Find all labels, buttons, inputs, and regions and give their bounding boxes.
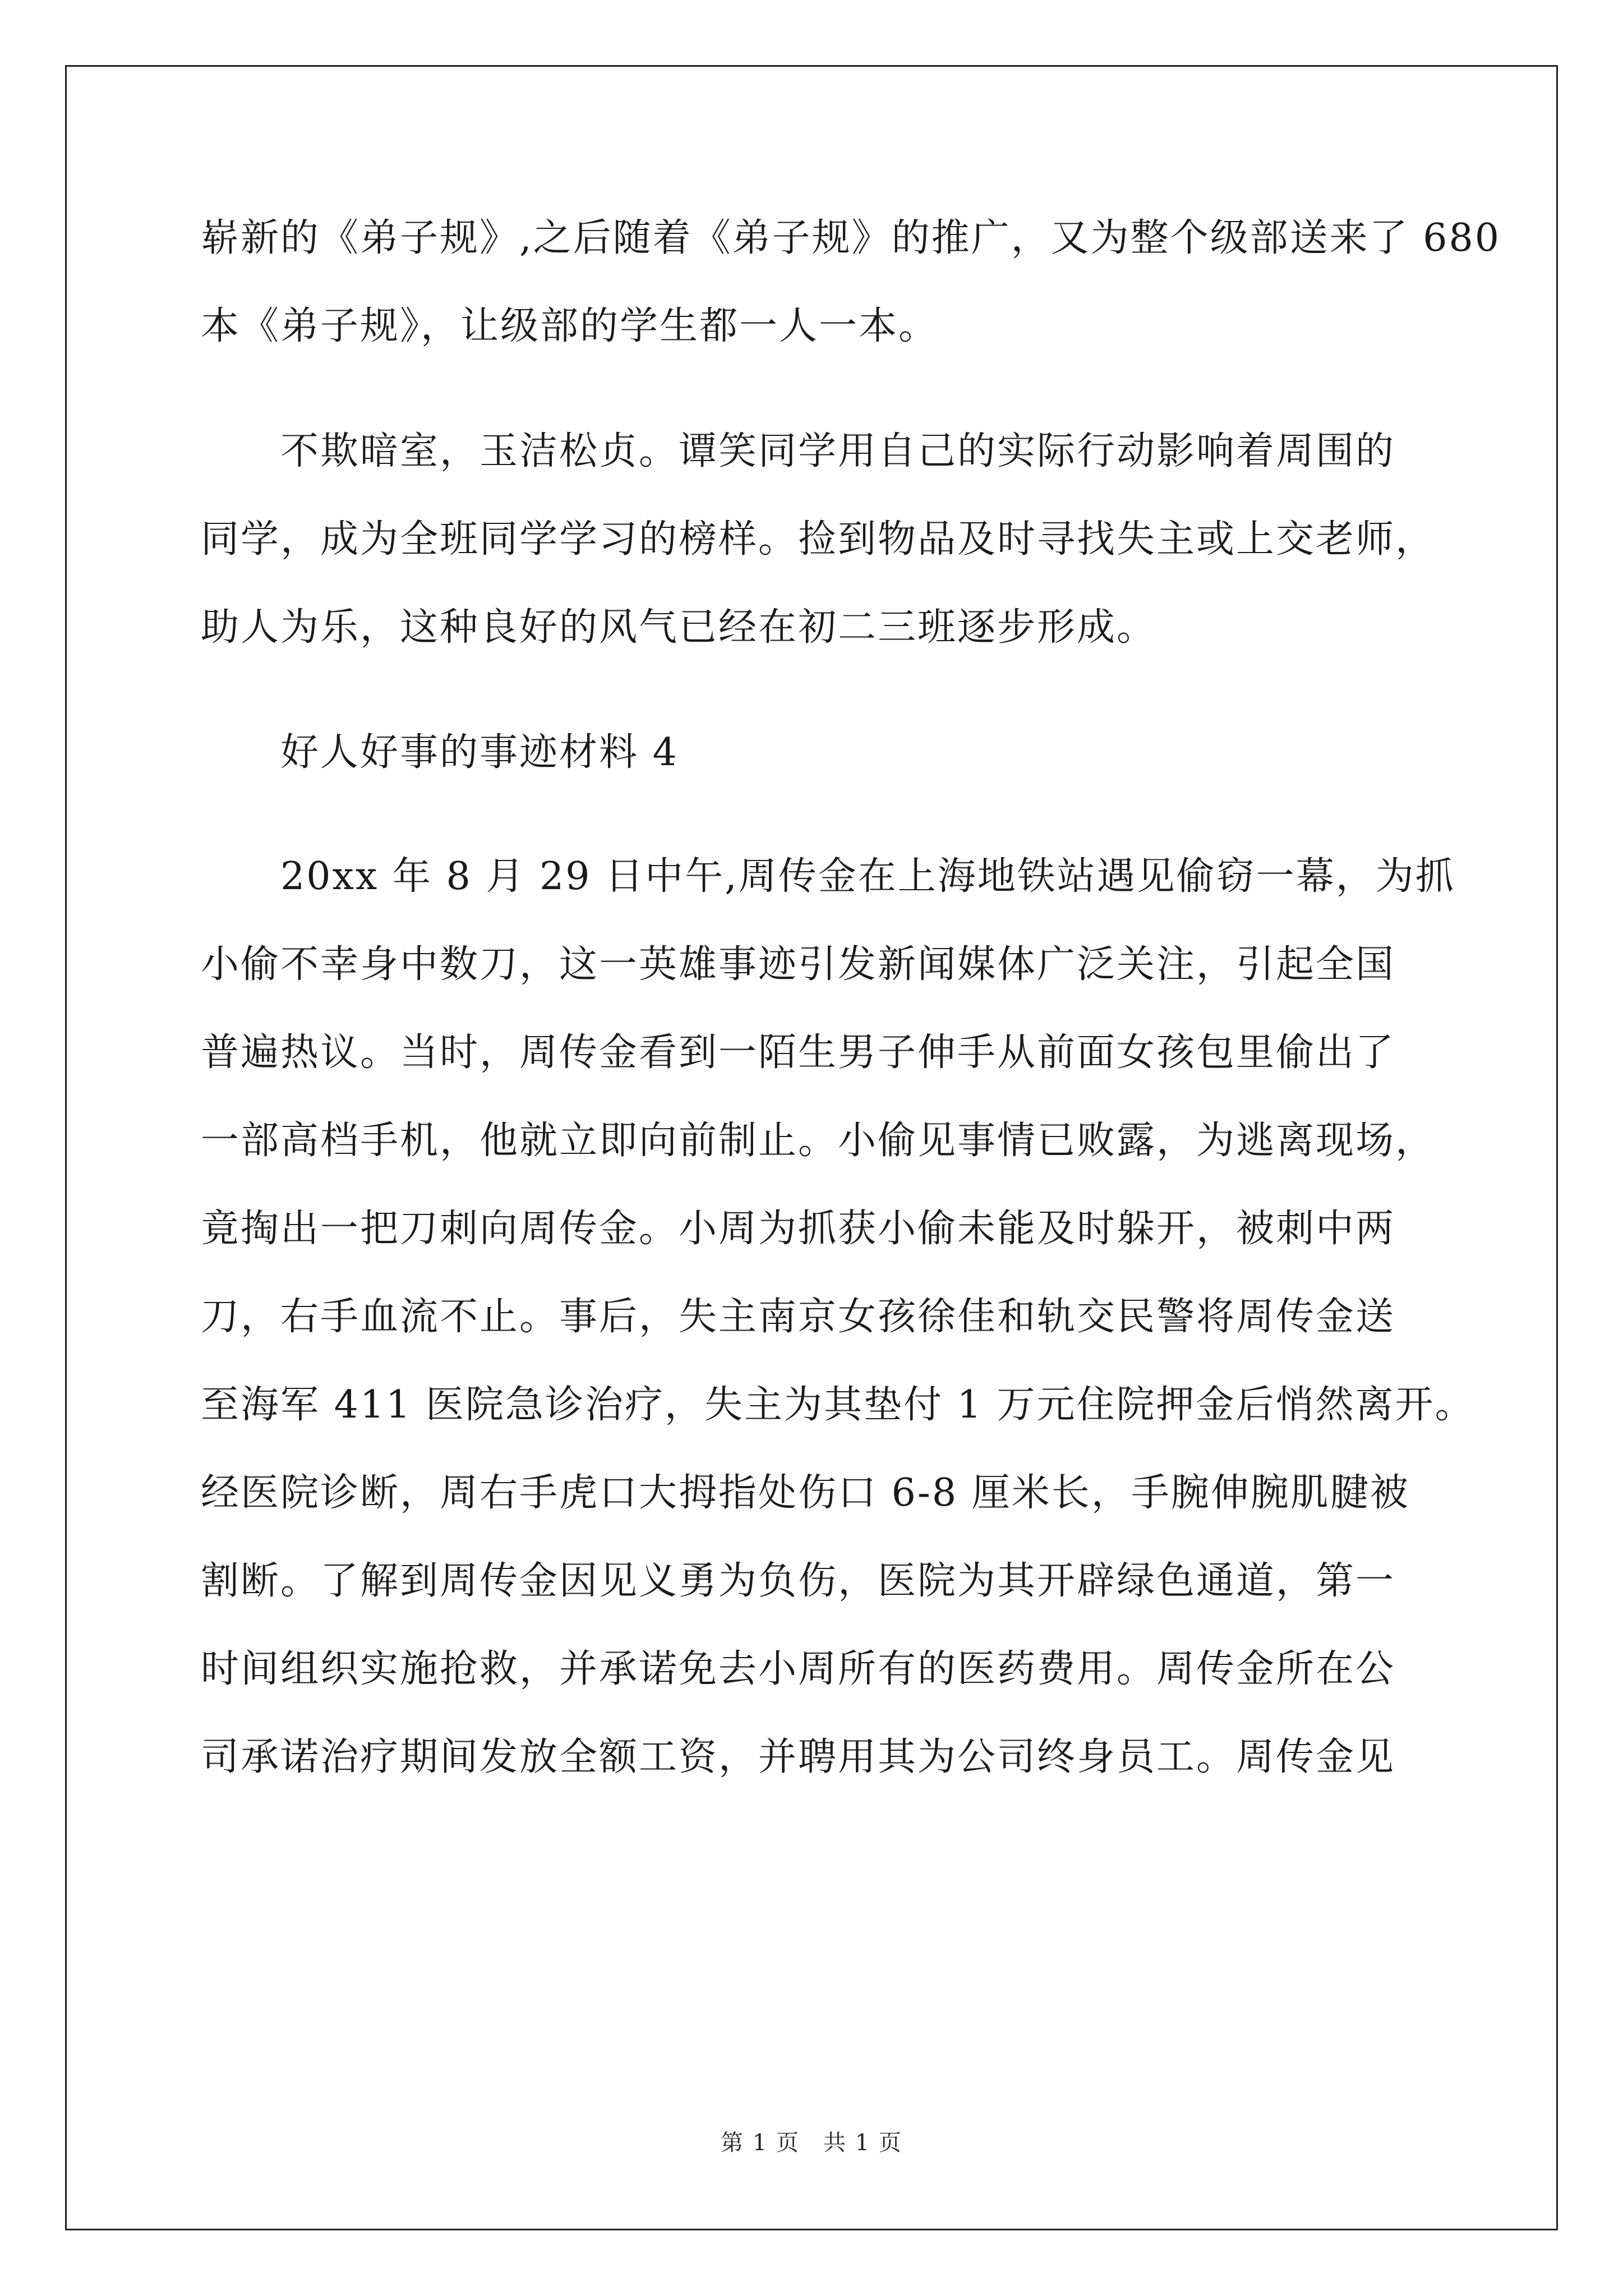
text-line: 经医院诊断，周右手虎口大拇指处伤口 6-8 厘米长，手腕伸腕肌腱被 bbox=[201, 1471, 1410, 1515]
page-number-footer: 第 1 页 共 1 页 bbox=[721, 2130, 902, 2156]
text-line: 同学，成为全班同学学习的榜样。捡到物品及时寻找失主或上交老师， bbox=[201, 517, 1436, 562]
paragraph-start-line: 不欺暗室，玉洁松贞。谭笑同学用自己的实际行动影响着周围的 bbox=[280, 429, 1396, 473]
section-heading: 好人好事的事迹材料 4 bbox=[280, 730, 679, 775]
text-line: 崭新的《弟子规》,之后随着《弟子规》的推广，又为整个级部送来了 680 bbox=[201, 216, 1501, 260]
text-line: 本《弟子规》，让级部的学生都一人一本。 bbox=[201, 304, 939, 348]
text-line: 普遍热议。当时，周传金看到一陌生男子伸手从前面女孩包里偷出了 bbox=[201, 1030, 1396, 1075]
text-line: 竟掏出一把刀刺向周传金。小周为抓获小偷未能及时躲开，被刺中两 bbox=[201, 1207, 1396, 1251]
text-line: 割断。了解到周传金因见义勇为负伤，医院为其开辟绿色通道，第一 bbox=[201, 1559, 1396, 1603]
text-line: 司承诺治疗期间发放全额工资，并聘用其为公司终身员工。周传金见 bbox=[201, 1735, 1396, 1779]
text-line: 一部高档手机，他就立即向前制止。小偷见事情已败露，为逃离现场， bbox=[201, 1119, 1436, 1163]
paragraph-start-line: 20xx 年 8 月 29 日中午,周传金在上海地铁站遇见偷窃一幕，为抓 bbox=[280, 854, 1455, 899]
text-line: 小偷不幸身中数刀，这一英雄事迹引发新闻媒体广泛关注，引起全国 bbox=[201, 942, 1396, 987]
text-line: 助人为乐，这种良好的风气已经在初二三班逐步形成。 bbox=[201, 605, 1157, 650]
text-line: 时间组织实施抢救，并承诺免去小周所有的医药费用。周传金所在公 bbox=[201, 1647, 1396, 1691]
text-line: 至海军 411 医院急诊治疗，失主为其垫付 1 万元住院押金后悄然离开。 bbox=[201, 1383, 1475, 1427]
text-line: 刀，右手血流不止。事后，失主南京女孩徐佳和轨交民警将周传金送 bbox=[201, 1295, 1396, 1339]
